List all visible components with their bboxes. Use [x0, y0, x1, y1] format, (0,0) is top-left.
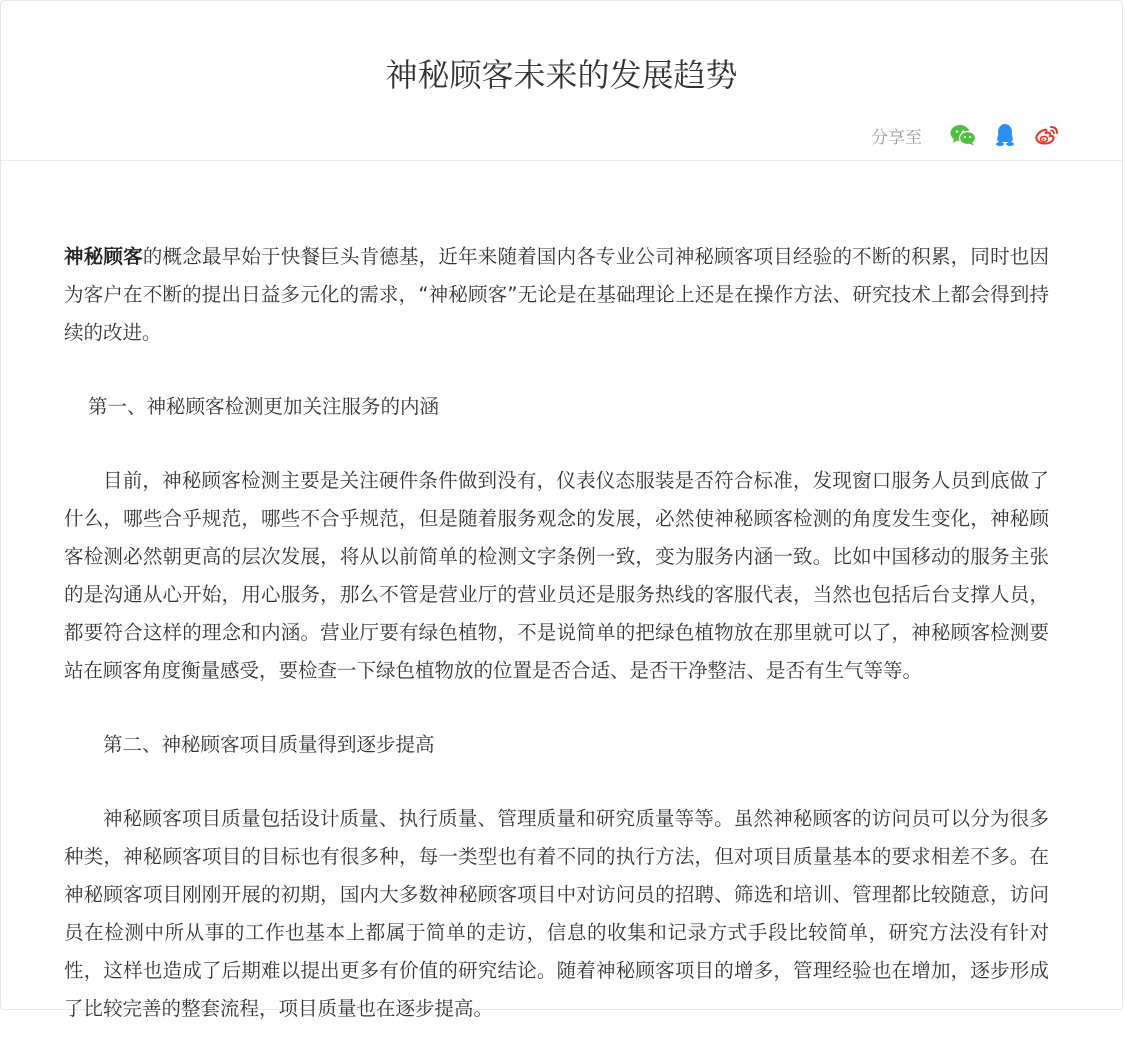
- share-label: 分享至: [871, 127, 922, 148]
- article-body: [64, 238, 1049, 1064]
- section2-body: 神秘顾客项目质量包括设计质量、执行质量、管理质量和研究质量等等。虽然神秘顾客的访问员可以分为很多种类，神秘顾客项目的目标也有很多种，每一类型也有着不同的执行方法，但对项目质量基本的要求相差不多。在神秘顾客项目刚刚开展的初期，国内大多数神秘顾客项目中对访问员的招聘、筛选和培训、管理都比较随意，访问员在检测中所从事的工作也基本上都属于简单的走访，信息的收集和记录方式手段比较简单，研究方法没有针对性，这样也造成了后期难以提出更多有价值的研究结论。随着神秘顾客项目的增多，管理经验也在增加，逐步形成了比较完善的整套流程，项目质量也在逐步提高。: [64, 807, 1049, 1020]
- qq-icon[interactable]: [990, 121, 1020, 149]
- lead-paragraph: [64, 238, 1049, 352]
- article-header: [1, 1, 1122, 161]
- lead-keyword: 神秘顾客: [64, 245, 143, 268]
- section1-body: 目前，神秘顾客检测主要是关注硬件条件做到没有，仪表仪态服装是否符合标准，发现窗口服务人员到底做了什么，哪些合乎规范，哪些不合乎规范，但是随着服务观念的发展，必然使神秘顾客检测的角度发生变化，神秘顾客检测必然朝更高的层次发展，将从以前简单的检测文字条例一致，变为服务内涵一致。比如中国移动的服务主张的是沟通从心开始，用心服务，那么不管是营业厅的营业员还是服务热线的客服代表，当然也包括后台支撑人员，都要符合这样的理念和内涵。营业厅要有绿色植物，不是说简单的把绿色植物放在那里就可以了，神秘顾客检测要站在顾客角度衡量感受，要检查一下绿色植物放的位置是否合适、是否干净整洁、是否有生气等等。: [64, 469, 1049, 682]
- wechat-icon[interactable]: [948, 121, 978, 149]
- share-bar: [871, 119, 1062, 151]
- section1-heading: 第一、神秘顾客检测更加关注服务的内涵: [88, 395, 440, 418]
- lead-text: 的概念最早始于快餐巨头肯德基，近年来随着国内各专业公司神秘顾客项目经验的不断的积累，同时也因为客户在不断的提出日益多元化的需求，“神秘顾客”无论是在基础理论上还是在操作方法、研究技术上都会得到持续的改进。: [64, 245, 1049, 344]
- section2-heading: 第二、神秘顾客项目质量得到逐步提高: [103, 733, 435, 756]
- article-title: 神秘顾客未来的发展趋势: [385, 56, 738, 94]
- weibo-icon[interactable]: [1032, 121, 1062, 149]
